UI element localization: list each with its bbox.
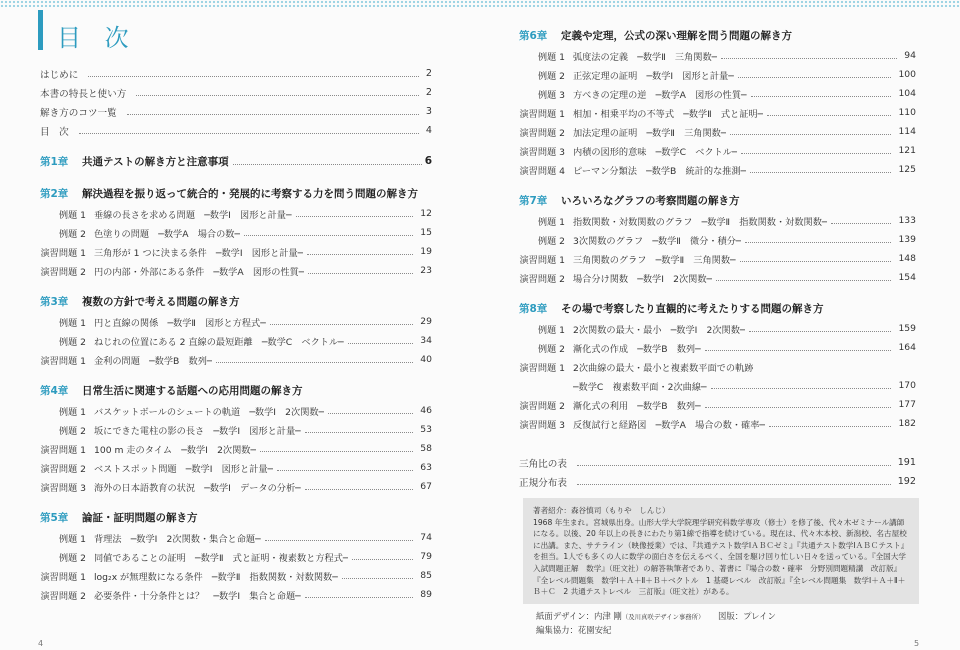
front-matter-entry[interactable] bbox=[40, 102, 432, 121]
entry-label: 例題 2 bbox=[537, 235, 565, 247]
chapter-heading[interactable] bbox=[40, 182, 432, 204]
entry-title: ─数学C 複素数平面・2次曲線─ bbox=[573, 381, 707, 393]
leader-dots bbox=[741, 153, 891, 154]
chapter-number: 第3章 bbox=[40, 295, 69, 308]
page-number: 2 bbox=[425, 68, 432, 79]
toc-entry[interactable] bbox=[519, 376, 916, 395]
page-title: 目 次 bbox=[57, 24, 137, 52]
toc-entry[interactable] bbox=[519, 319, 916, 338]
page-number: 4 bbox=[425, 125, 432, 136]
toc-entry[interactable] bbox=[519, 122, 916, 141]
chapter-gap bbox=[40, 496, 432, 506]
page-number: 89 bbox=[420, 589, 432, 600]
page-number: 85 bbox=[420, 570, 432, 581]
chapter-title: いろいろなグラフの考察問題の解き方 bbox=[561, 194, 740, 207]
leader-dots bbox=[749, 331, 891, 332]
chapter-gap bbox=[519, 287, 916, 297]
toc-entry[interactable] bbox=[519, 414, 916, 433]
leader-dots bbox=[136, 95, 419, 96]
entry-label: 演習問題 1 bbox=[40, 247, 86, 259]
entry-title: バスケットボールのシュートの軌道 ─数学Ⅰ 2次関数─ bbox=[94, 406, 325, 418]
toc-entry[interactable] bbox=[519, 65, 916, 84]
toc-entry[interactable] bbox=[519, 46, 916, 65]
entry-label: 例題 2 bbox=[58, 425, 86, 437]
chapter-title: 複数の方針で考える問題の解き方 bbox=[82, 295, 240, 308]
entry-label: 例題 3 bbox=[537, 89, 565, 101]
chapter-gap bbox=[519, 433, 916, 443]
leader-dots bbox=[305, 597, 414, 598]
leader-dots bbox=[277, 470, 413, 471]
page-number: 164 bbox=[898, 342, 916, 353]
toc-entry[interactable] bbox=[519, 211, 916, 230]
entry-title: 2次関数の最大・最小 ─数学Ⅰ 2次関数─ bbox=[573, 324, 746, 336]
chapter-gap bbox=[519, 179, 916, 189]
entry-title: 三角形が 1 つに決まる条件 ─数学Ⅰ 図形と計量─ bbox=[94, 247, 304, 259]
leader-dots bbox=[716, 280, 891, 281]
entry-label: 演習問題 1 bbox=[519, 362, 565, 374]
toc-entry[interactable] bbox=[519, 357, 916, 376]
toc-entry[interactable] bbox=[40, 458, 432, 477]
chapter-heading[interactable] bbox=[40, 150, 432, 172]
entry-label: 演習問題 2 bbox=[519, 400, 565, 412]
entry-label: 演習問題 3 bbox=[519, 146, 565, 158]
page-number: 6 bbox=[424, 155, 432, 167]
entry-title: 円と直線の関係 ─数学Ⅱ 図形と方程式─ bbox=[94, 317, 266, 329]
author-body: 1968 年生まれ。宮城県出身。山形大学大学院理学研究科数学専攻（修士）を修了後、代々木ゼミナール講師になる。以後、20 年以上の長きにわたり第1線で指導を続けている。現在は、代々木本校、新潟校、名古屋校に出講。また、サテライン（映像授業）では、『共通テスト数学ⅠＡＢＣゼミ』『共通テスト数学ⅠＡＢＣテスト』を担当。1人でも多くの人に数学の面白さを伝えるべく、全国を駆け回り忙しい日々を送っている。『全国大学入試問題正解 数学』（旺文社）の解答執筆者であり、著書に『場合の数・確率 分野別問題精講 改訂版』『全レベル問題集 数学Ⅰ＋Ａ＋Ⅱ＋Ｂ＋ベクトル 1 基礎レベル 改訂版』『全レベル問題集 数学Ⅰ＋Ａ＋Ⅱ＋Ｂ＋Ｃ 2 共通テストレベル 三訂版』（旺文社）がある。 bbox=[533, 517, 909, 597]
entry-title: 3次関数のグラフ ─数学Ⅱ 微分・積分─ bbox=[573, 235, 742, 247]
page-number: 53 bbox=[420, 424, 432, 435]
leader-dots bbox=[305, 489, 414, 490]
toc-entry[interactable] bbox=[519, 141, 916, 160]
entry-title: 必要条件・十分条件とは？ ─数学Ⅰ 集合と命題─ bbox=[94, 590, 301, 602]
entry-label: 演習問題 2 bbox=[40, 266, 86, 278]
chapter-title: その場で考察したり直観的に考えたりする問題の解き方 bbox=[561, 302, 824, 315]
toc-label: 解き方のコツ一覧 bbox=[40, 107, 117, 119]
leader-dots bbox=[831, 223, 891, 224]
page-number: 133 bbox=[898, 215, 916, 226]
chapter-heading[interactable] bbox=[40, 379, 432, 401]
author-heading: 著者紹介：森谷慎司（もりや しんじ） bbox=[533, 506, 670, 515]
front-matter-entry[interactable] bbox=[40, 83, 432, 102]
toc-entry[interactable] bbox=[40, 439, 432, 458]
leader-dots bbox=[88, 76, 419, 77]
page-number: 148 bbox=[898, 253, 916, 264]
toc-entry[interactable] bbox=[40, 566, 432, 585]
entry-title: 場合分け関数 ─数学Ⅰ 2次関数─ bbox=[573, 273, 713, 285]
chapter-gap bbox=[40, 369, 432, 379]
chapter-title: 定義や定理，公式の深い理解を問う問題の解き方 bbox=[561, 29, 792, 42]
entry-title: 背理法 ─数学Ⅰ 2次関数・集合と命題─ bbox=[94, 533, 261, 545]
leader-dots bbox=[352, 559, 413, 560]
entry-label: 例題 1 bbox=[537, 216, 565, 228]
page-number: 58 bbox=[420, 443, 432, 454]
front-matter-list bbox=[40, 64, 432, 150]
back-matter-list bbox=[519, 453, 916, 491]
entry-title: 垂線の長さを求める問題 ─数学Ⅰ 図形と計量─ bbox=[94, 209, 292, 221]
entry-title: 海外の日本語教育の状況 ─数学Ⅰ データの分析─ bbox=[94, 482, 301, 494]
entry-title: 正弦定理の証明 ─数学Ⅰ 図形と計量─ bbox=[573, 70, 734, 82]
leader-dots bbox=[738, 77, 892, 78]
toc-entry[interactable] bbox=[519, 230, 916, 249]
entry-title: 漸化式の利用 ─数学B 数列─ bbox=[573, 400, 701, 412]
toc-label: 目 次 bbox=[40, 126, 69, 138]
page-number: 63 bbox=[420, 462, 432, 473]
toc-entry[interactable] bbox=[40, 547, 432, 566]
toc-entry[interactable] bbox=[40, 528, 432, 547]
chapter-number: 第7章 bbox=[519, 194, 548, 207]
leader-dots bbox=[305, 432, 414, 433]
entry-title: 同値であることの証明 ─数学Ⅱ 式と証明・複素数と方程式─ bbox=[94, 552, 349, 564]
chapter-title: 論証・証明問題の解き方 bbox=[82, 511, 198, 524]
leader-dots bbox=[270, 324, 414, 325]
entry-label: 例題 1 bbox=[537, 51, 565, 63]
entry-title: 相加・相乗平均の不等式 ─数学Ⅱ 式と証明─ bbox=[573, 108, 764, 120]
entry-label: 演習問題 1 bbox=[519, 108, 565, 120]
page-number: 19 bbox=[420, 246, 432, 257]
page-number: 191 bbox=[897, 457, 916, 468]
page-number: 100 bbox=[898, 69, 916, 80]
toc-entry[interactable] bbox=[40, 420, 432, 439]
toc-label: 正規分布表 bbox=[519, 477, 567, 489]
leader-dots bbox=[750, 172, 891, 173]
entry-label: 演習問題 3 bbox=[40, 482, 86, 494]
toc-entry[interactable] bbox=[40, 331, 432, 350]
leader-dots bbox=[767, 115, 891, 116]
entry-title: 方べきの定理の逆 ─数学A 図形の性質─ bbox=[573, 89, 747, 101]
page-number: 29 bbox=[420, 316, 432, 327]
page-number: 46 bbox=[420, 405, 432, 416]
page-number: 40 bbox=[420, 354, 432, 365]
leader-dots bbox=[705, 407, 892, 408]
entry-title: ベストスポット問題 ─数学Ⅰ 図形と計量─ bbox=[94, 463, 274, 475]
chapter-heading[interactable] bbox=[519, 189, 916, 211]
toc-entry[interactable] bbox=[40, 204, 432, 223]
toc-entry[interactable] bbox=[40, 242, 432, 261]
section-gap bbox=[40, 140, 432, 150]
entry-title: ピーマン分類法 ─数学B 統計的な推測─ bbox=[573, 165, 747, 177]
toc-entry[interactable] bbox=[519, 249, 916, 268]
entry-title: 円の内部・外部にある条件 ─数学A 図形の性質─ bbox=[94, 266, 305, 278]
chapter-number: 第1章 bbox=[40, 155, 69, 168]
leader-dots bbox=[307, 254, 413, 255]
toc-entry[interactable] bbox=[40, 585, 432, 604]
toc-entry[interactable] bbox=[519, 395, 916, 414]
toc-entry[interactable] bbox=[519, 84, 916, 103]
entry-label: 例題 1 bbox=[58, 317, 86, 329]
toc-entry[interactable] bbox=[519, 268, 916, 287]
entry-title: 2次曲線の最大・最小と複素数平面での軌跡 bbox=[573, 362, 754, 374]
entry-label: 例題 2 bbox=[58, 228, 86, 240]
chapter-number: 第2章 bbox=[40, 187, 69, 200]
toc-label: はじめに bbox=[40, 69, 79, 81]
page-number: 159 bbox=[898, 323, 916, 334]
entry-label: 演習問題 1 bbox=[519, 254, 565, 266]
page-number: 3 bbox=[425, 106, 432, 117]
page-number: 154 bbox=[898, 272, 916, 283]
page-number: 177 bbox=[898, 399, 916, 410]
entry-title: 三角関数のグラフ ─数学Ⅱ 三角関数─ bbox=[573, 254, 736, 266]
page-number: 139 bbox=[898, 234, 916, 245]
entry-title: 100 m 走のタイム ─数学Ⅰ 2次関数─ bbox=[94, 444, 257, 456]
toc-entry[interactable] bbox=[40, 477, 432, 496]
entry-title: 弧度法の定義 ─数学Ⅱ 三角関数─ bbox=[573, 51, 718, 63]
entry-label: 演習問題 2 bbox=[40, 590, 86, 602]
credit-cooperation: 編集協力：花園安紀 bbox=[536, 625, 612, 635]
toc-right-column bbox=[519, 24, 916, 491]
chapter-title: 日常生活に関連する話題への応用問題の解き方 bbox=[82, 384, 303, 397]
toc-left-column bbox=[40, 64, 432, 614]
leader-dots bbox=[769, 426, 892, 427]
page-number: 23 bbox=[420, 265, 432, 276]
chapters-right bbox=[519, 24, 916, 443]
leader-dots bbox=[711, 388, 892, 389]
leader-dots bbox=[328, 413, 413, 414]
page-number: 114 bbox=[898, 126, 916, 137]
toc-label: 本書の特長と使い方 bbox=[40, 88, 127, 100]
leader-dots bbox=[216, 362, 413, 363]
entry-label: 演習問題 1 bbox=[40, 355, 86, 367]
entry-title: 坂にできた電柱の影の長さ ─数学Ⅰ 図形と計量─ bbox=[94, 425, 301, 437]
entry-label: 例題 1 bbox=[58, 406, 86, 418]
chapter-number: 第5章 bbox=[40, 511, 69, 524]
chapter-heading[interactable] bbox=[519, 24, 916, 46]
entry-label: 例題 1 bbox=[58, 533, 86, 545]
chapter-title: 解決過程を振り返って統合的・発展的に考察する力を問う問題の解き方 bbox=[82, 187, 418, 200]
toc-entry[interactable] bbox=[40, 261, 432, 280]
leader-dots bbox=[730, 134, 891, 135]
leader-dots bbox=[244, 235, 413, 236]
leader-dots bbox=[745, 242, 891, 243]
page-number-right: 5 bbox=[914, 639, 920, 648]
toc-entry[interactable] bbox=[519, 338, 916, 357]
front-matter-entry[interactable] bbox=[40, 64, 432, 83]
page-number: 74 bbox=[420, 532, 432, 543]
leader-dots bbox=[740, 261, 892, 262]
chapter-number: 第6章 bbox=[519, 29, 548, 42]
page-number: 170 bbox=[898, 380, 916, 391]
leader-dots bbox=[260, 451, 413, 452]
chapter-gap bbox=[40, 280, 432, 290]
leader-dots bbox=[233, 164, 422, 165]
chapter-gap bbox=[40, 172, 432, 182]
leader-dots bbox=[751, 96, 892, 97]
entry-label: 演習問題 1 bbox=[40, 444, 86, 456]
chapters-left bbox=[40, 150, 432, 614]
entry-title: 色塗りの問題 ─数学A 場合の数─ bbox=[94, 228, 240, 240]
front-matter-entry[interactable] bbox=[40, 121, 432, 140]
leader-dots bbox=[342, 578, 414, 579]
entry-label: 演習問題 2 bbox=[519, 127, 565, 139]
toc-entry[interactable] bbox=[40, 312, 432, 331]
leader-dots bbox=[127, 114, 419, 115]
back-matter-entry[interactable] bbox=[519, 453, 916, 472]
entry-title: 漸化式の作成 ─数学B 数列─ bbox=[573, 343, 701, 355]
entry-label: 例題 2 bbox=[537, 70, 565, 82]
entry-label: 演習問題 1 bbox=[40, 571, 86, 583]
entry-label: 演習問題 4 bbox=[519, 165, 565, 177]
page-number: 12 bbox=[420, 208, 432, 219]
author-profile-box bbox=[523, 498, 919, 604]
page-number-left: 4 bbox=[38, 639, 44, 648]
page-number: 121 bbox=[898, 145, 916, 156]
back-matter-entry[interactable] bbox=[519, 472, 916, 491]
chapter-number: 第4章 bbox=[40, 384, 69, 397]
leader-dots bbox=[265, 540, 414, 541]
leader-dots bbox=[721, 58, 897, 59]
page-number: 67 bbox=[420, 481, 432, 492]
page-number: 79 bbox=[420, 551, 432, 562]
entry-title: ねじれの位置にある 2 直線の最短距離 ─数学C ベクトル─ bbox=[94, 336, 344, 348]
toc-entry[interactable] bbox=[519, 160, 916, 179]
title-accent-bar bbox=[38, 10, 43, 50]
credit-design: 紙面デザイン：内津 剛 bbox=[536, 611, 622, 621]
leader-dots bbox=[308, 273, 413, 274]
toc-label: 三角比の表 bbox=[519, 458, 567, 470]
chapter-heading[interactable] bbox=[40, 290, 432, 312]
chapter-number: 第8章 bbox=[519, 302, 548, 315]
entry-title: 加法定理の証明 ─数学Ⅱ 三角関数─ bbox=[573, 127, 727, 139]
entry-label: 例題 1 bbox=[537, 324, 565, 336]
page-number: 34 bbox=[420, 335, 432, 346]
credit-design-note: （及川真咲デザイン事務所） bbox=[621, 613, 702, 621]
leader-dots bbox=[705, 350, 892, 351]
leader-dots bbox=[577, 484, 891, 485]
toc-entry[interactable] bbox=[519, 103, 916, 122]
entry-label: 例題 2 bbox=[58, 552, 86, 564]
page-number: 94 bbox=[904, 50, 916, 61]
entry-title: 内積の図形的意味 ─数学C ベクトル─ bbox=[573, 146, 738, 158]
page-number: 2 bbox=[425, 87, 432, 98]
entry-title: 反復試行と経路図 ─数学A 場合の数・確率─ bbox=[573, 419, 765, 431]
leader-dots bbox=[577, 465, 891, 466]
entry-title: 指数関数・対数関数のグラフ ─数学Ⅱ 指数関数・対数関数─ bbox=[573, 216, 828, 228]
page-number: 15 bbox=[420, 227, 432, 238]
page-number: 125 bbox=[898, 164, 916, 175]
top-dot-border bbox=[0, 0, 960, 7]
entry-label: 例題 2 bbox=[537, 343, 565, 355]
page-number: 110 bbox=[898, 107, 916, 118]
leader-dots bbox=[348, 343, 414, 344]
chapter-gap bbox=[40, 604, 432, 614]
page-number: 192 bbox=[897, 476, 916, 487]
entry-label: 例題 1 bbox=[58, 209, 86, 221]
toc-entry[interactable] bbox=[40, 223, 432, 242]
entry-title: 金利の問題 ─数学B 数列─ bbox=[94, 355, 213, 367]
chapter-title: 共通テストの解き方と注意事項 bbox=[82, 155, 229, 168]
chapter-heading[interactable] bbox=[519, 297, 916, 319]
credit-illust: 図版：プレイン bbox=[718, 611, 776, 621]
toc-entry[interactable] bbox=[40, 350, 432, 369]
entry-title: log₂x が無理数になる条件 ─数学Ⅱ 指数関数・対数関数─ bbox=[94, 571, 338, 583]
credits bbox=[536, 610, 776, 637]
entry-label: 例題 2 bbox=[58, 336, 86, 348]
entry-label: 演習問題 2 bbox=[519, 273, 565, 285]
chapter-heading[interactable] bbox=[40, 506, 432, 528]
entry-label: 演習問題 2 bbox=[40, 463, 86, 475]
page-number: 182 bbox=[898, 418, 916, 429]
page-number: 104 bbox=[898, 88, 916, 99]
entry-label: 演習問題 3 bbox=[519, 419, 565, 431]
leader-dots bbox=[79, 133, 419, 134]
toc-entry[interactable] bbox=[40, 401, 432, 420]
leader-dots bbox=[296, 216, 414, 217]
